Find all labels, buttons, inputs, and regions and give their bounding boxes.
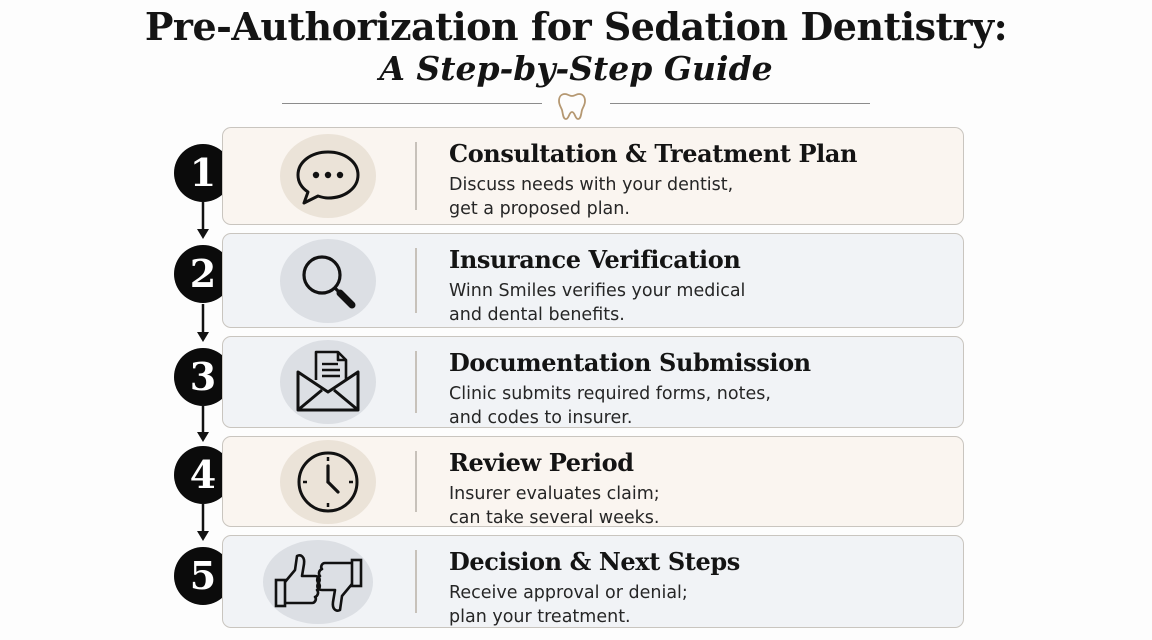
step-description-5-line-2: plan your treatment. [449, 607, 631, 627]
card-divider [415, 451, 417, 512]
envelope-document-icon [280, 340, 376, 424]
arrow-down-icon [195, 201, 211, 241]
card-divider [415, 142, 417, 210]
chat-bubble-icon [280, 134, 376, 218]
step-card-3 [222, 336, 964, 428]
step-icon-bg-4 [280, 440, 376, 524]
step-card-4 [222, 436, 964, 527]
arrow-down-icon [195, 404, 211, 444]
step-description-2-line-1: Winn Smiles verifies your medical [449, 281, 746, 301]
step-card-2 [222, 233, 964, 328]
step-card-1 [222, 127, 964, 225]
step-card-5 [222, 535, 964, 628]
step-title-5: Decision & Next Steps [449, 547, 740, 576]
step-number-2: 2 [174, 245, 232, 303]
step-icon-bg-2 [280, 239, 376, 323]
step-description-4-line-1: Insurer evaluates claim; [449, 484, 660, 504]
header-rule-left [282, 103, 542, 104]
header-rule-right [610, 103, 870, 104]
step-description-1-line-2: get a proposed plan. [449, 199, 630, 219]
card-divider [415, 248, 417, 313]
step-number-1: 1 [174, 144, 232, 202]
card-divider [415, 550, 417, 613]
clock-icon [280, 440, 376, 524]
step-description-2 [449, 279, 745, 327]
step-number-3: 3 [174, 348, 232, 406]
step-icon-bg-1 [280, 134, 376, 218]
step-title-4: Review Period [449, 448, 634, 477]
page-title: Pre-Authorization for Sedation Dentistry: [144, 4, 1008, 49]
step-description-5 [449, 581, 688, 629]
step-number-4: 4 [174, 446, 232, 504]
step-title-1: Consultation & Treatment Plan [449, 139, 858, 168]
step-description-4-line-2: can take several weeks. [449, 508, 660, 528]
step-description-3 [449, 382, 771, 430]
thumbs-up-down-icon [263, 540, 373, 624]
step-description-1 [449, 173, 733, 221]
step-description-1-line-1: Discuss needs with your dentist, [449, 175, 734, 195]
step-icon-bg-5 [263, 540, 373, 624]
step-number-5: 5 [174, 547, 232, 605]
step-icon-bg-3 [280, 340, 376, 424]
step-title-3: Documentation Submission [449, 348, 811, 377]
step-description-3-line-2: and codes to insurer. [449, 408, 633, 428]
step-description-4 [449, 482, 660, 530]
step-description-2-line-2: and dental benefits. [449, 305, 625, 325]
arrow-down-icon [195, 304, 211, 344]
magnifier-icon [280, 239, 376, 323]
arrow-down-icon [195, 503, 211, 543]
step-description-3-line-1: Clinic submits required forms, notes, [449, 384, 771, 404]
step-description-5-line-1: Receive approval or denial; [449, 583, 688, 603]
card-divider [415, 351, 417, 413]
tooth-icon [556, 90, 588, 122]
page-subtitle: A Step-by-Step Guide [379, 49, 773, 88]
step-title-2: Insurance Verification [449, 245, 741, 274]
